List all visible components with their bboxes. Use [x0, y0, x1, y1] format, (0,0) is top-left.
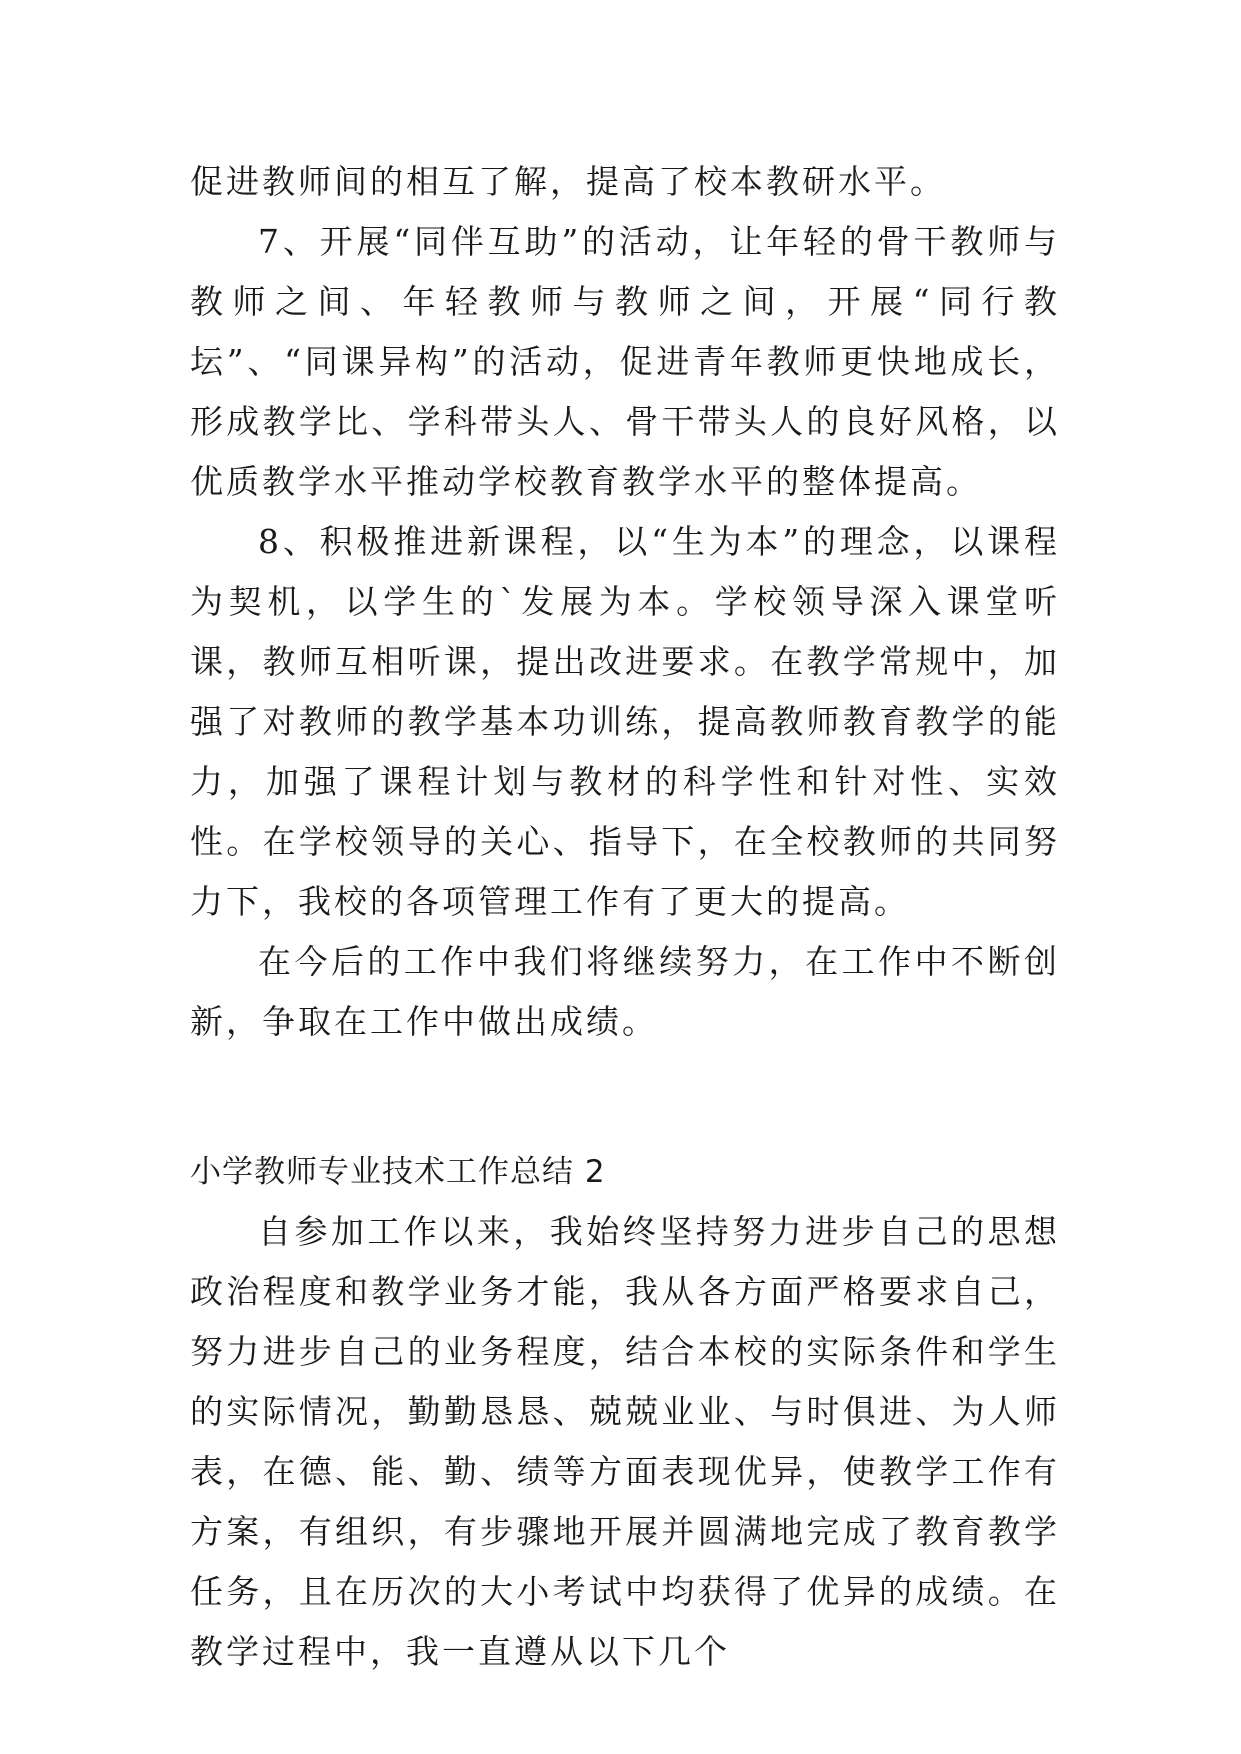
- paragraph-continuation: 促进教师间的相互了解，提高了校本教研水平。: [190, 162, 946, 201]
- document-body: [190, 152, 1060, 1682]
- paragraph-intro: 自参加工作以来，我始终坚持努力进步自己的思想政治程度和教学业务才能，我从各方面严格要求自己，努力进步自己的业务程度，结合本校的实际条件和学生的实际情况，勤勤恳恳、兢兢业业、与时俱进、为人师表，在德、能、勤、绩等方面表现优异，使教学工作有方案，有组织，有步骤地开展并圆满地完成了教育教学任务，且在历次的大小考试中均获得了优异的成绩。在教学过程中，我一直遵从以下几个: [190, 1212, 1060, 1671]
- paragraph-closing: 在今后的工作中我们将继续努力，在工作中不断创新，争取在工作中做出成绩。: [190, 942, 1060, 1041]
- paragraph-item-7: 7、开展“同伴互助”的活动，让年轻的骨干教师与教师之间、年轻教师与教师之间，开展“同行教坛”、“同课异构”的活动，促进青年教师更快地成长，形成教学比、学科带头人、骨干带头人的良好风格，以优质教学水平推动学校教育教学水平的整体提高。: [190, 222, 1060, 501]
- section-title: 小学教师专业技术工作总结 2: [190, 1154, 606, 1190]
- paragraph-item-8: 8、积极推进新课程，以“生为本”的理念，以课程为契机，以学生的`发展为本。学校领导深入课堂听课，教师互相听课，提出改进要求。在教学常规中，加强了对教师的教学基本功训练，提高教师教育教学的能力，加强了课程计划与教材的科学性和针对性、实效性。在学校领导的关心、指导下，在全校教师的共同努力下，我校的各项管理工作有了更大的提高。: [190, 522, 1060, 921]
